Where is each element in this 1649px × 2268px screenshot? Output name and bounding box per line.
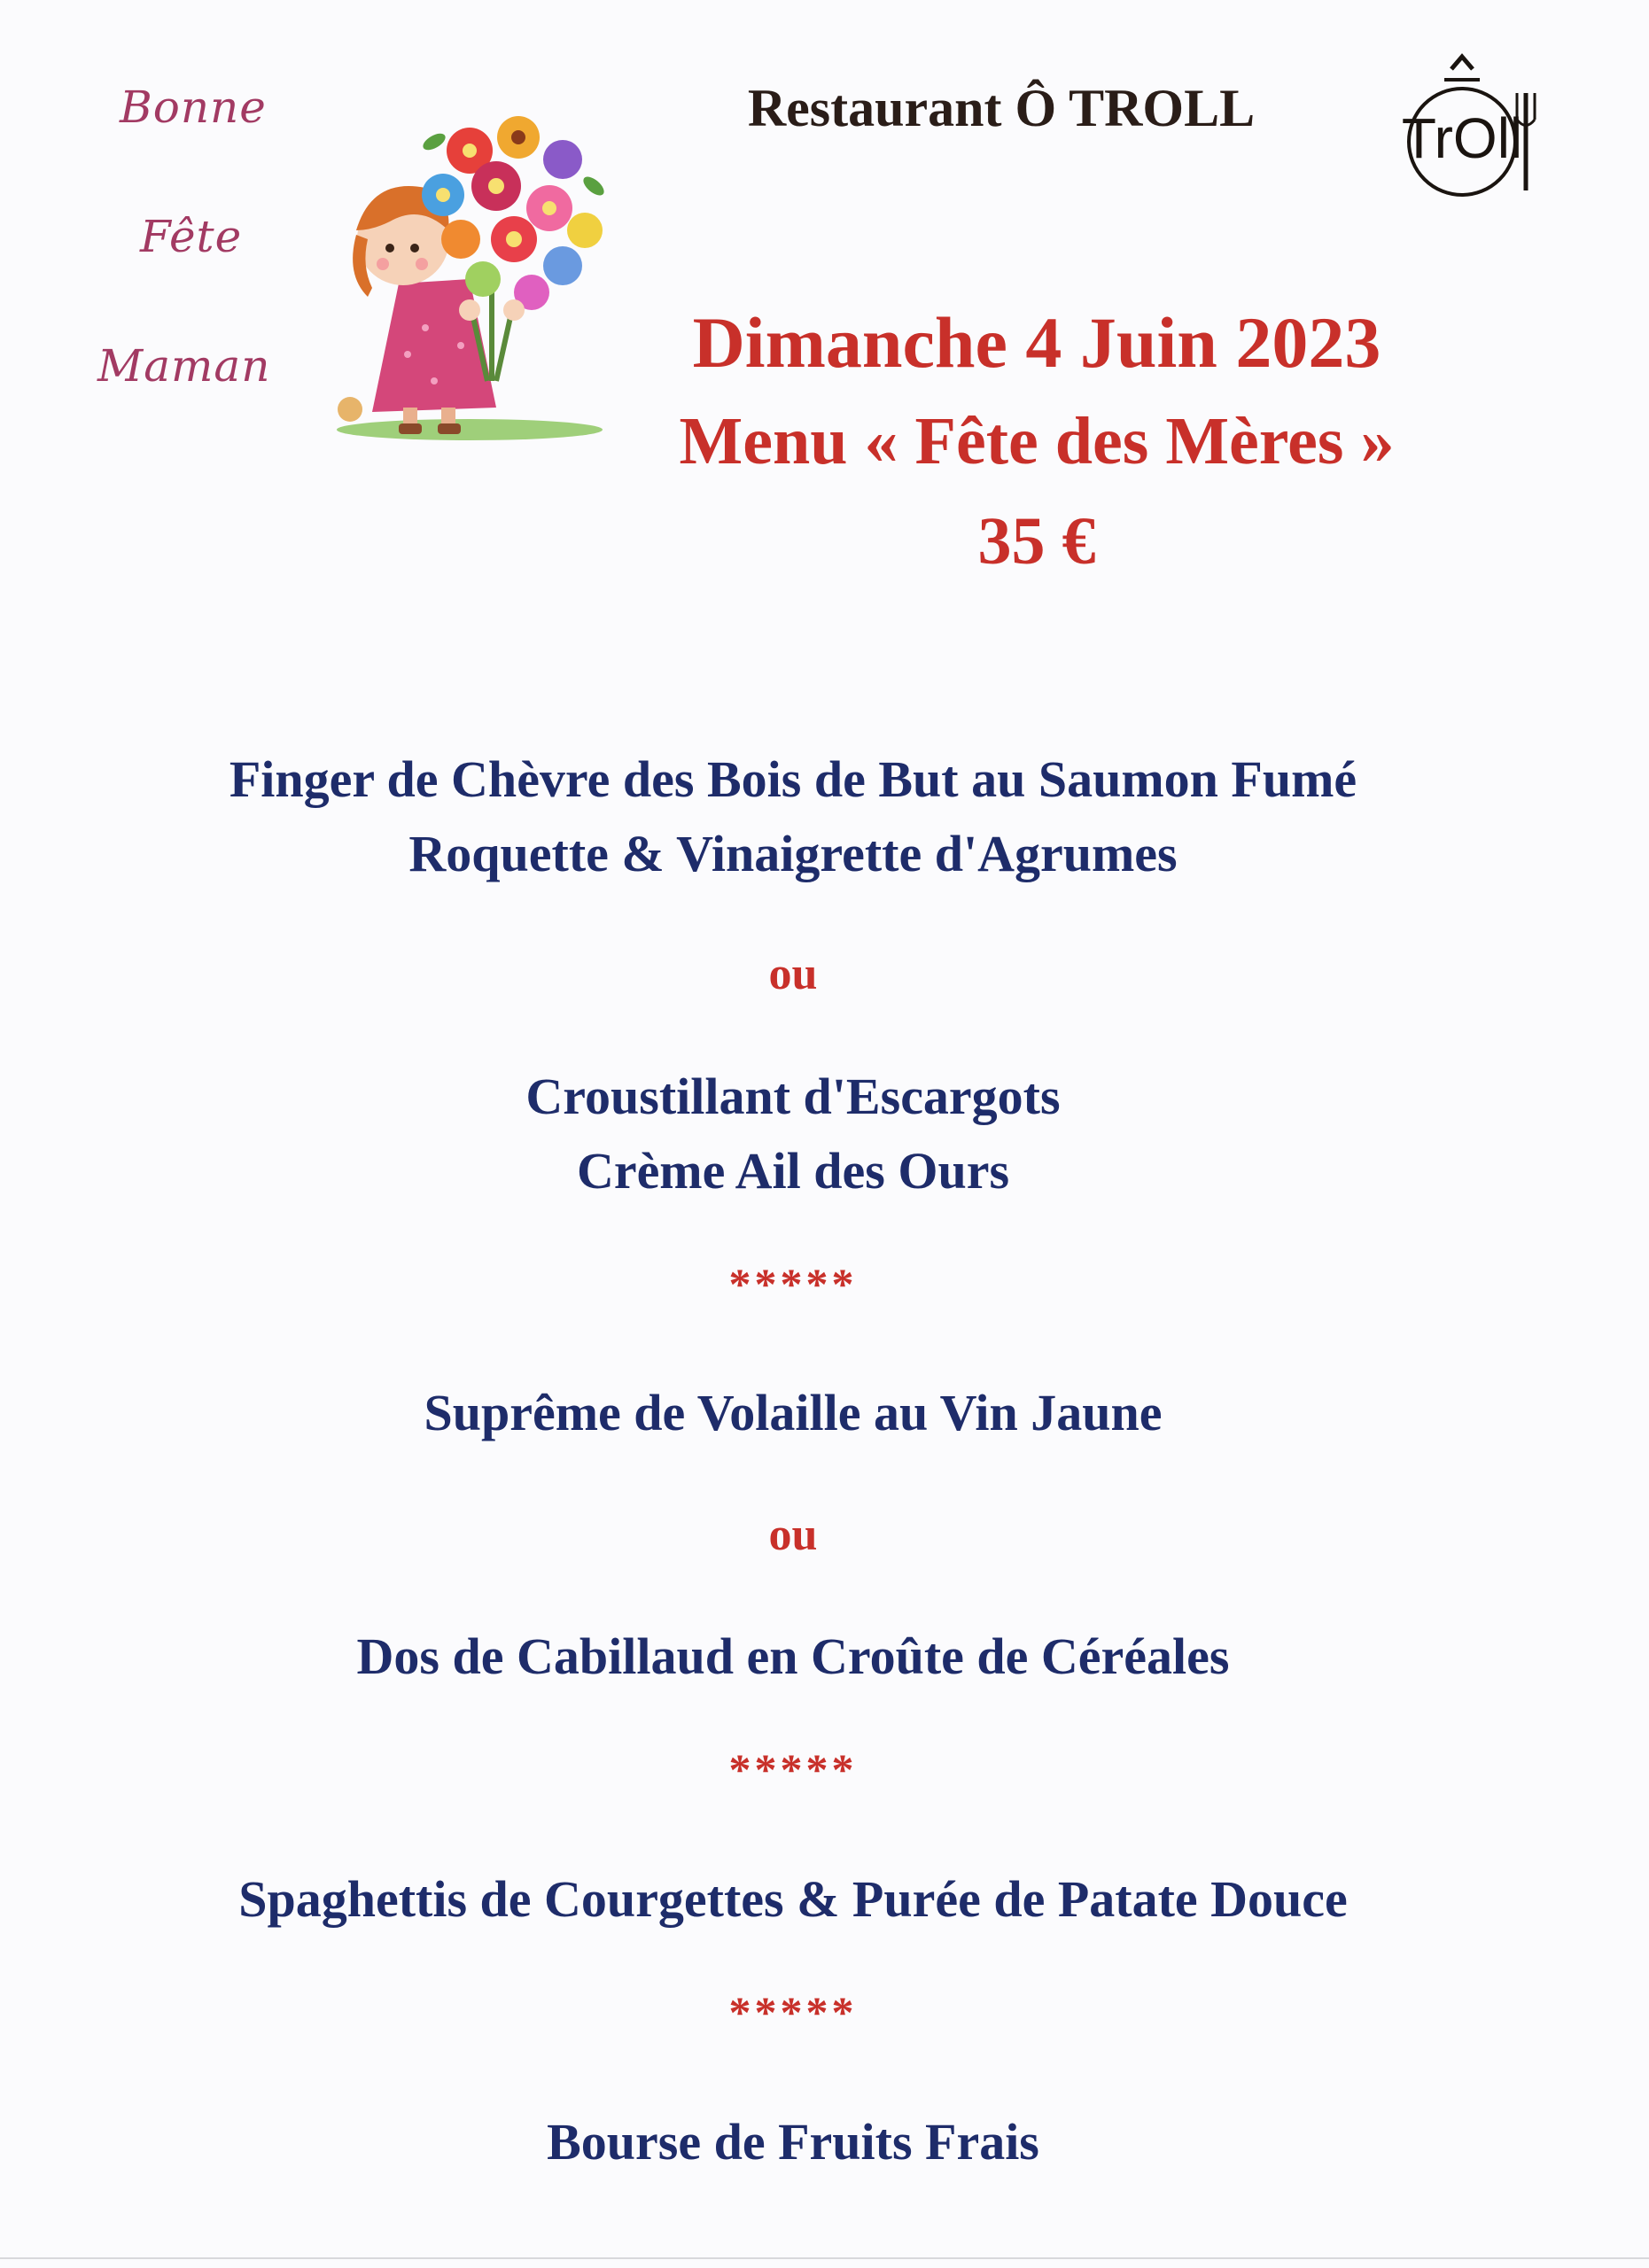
main-option-2: Dos de Cabillaud en Croûte de Céréales: [356, 1627, 1230, 1685]
starter-option-2-line-1: Croustillant d'Escargots: [525, 1068, 1061, 1125]
grass-shape: [337, 419, 603, 440]
restaurant-name: Restaurant Ô TROLL: [747, 79, 1256, 137]
greeting-line-3: Maman: [97, 340, 271, 392]
menu-title: Menu « Fête des Mères »: [679, 404, 1395, 478]
or-separator-1: ou: [768, 949, 818, 999]
menu-price: 35 €: [977, 504, 1096, 579]
restaurant-logo: [1382, 44, 1551, 199]
main-option-1: Suprême de Volaille au Vin Jaune: [424, 1384, 1163, 1441]
or-separator-2: ou: [768, 1510, 818, 1560]
starter-option-1-line-2: Roquette & Vinaigrette d'Agrumes: [408, 825, 1178, 882]
dessert: Bourse de Fruits Frais: [547, 2113, 1039, 2171]
event-date: Dimanche 4 Juin 2023: [692, 302, 1381, 383]
starter-option-2-line-2: Crème Ail des Ours: [576, 1142, 1010, 1200]
starter-option-1-line-1: Finger de Chèvre des Bois de But au Saumon Fumé: [229, 750, 1357, 808]
course-separator-1: *****: [728, 1259, 858, 1309]
girl-with-flowers-illustration: [337, 89, 620, 443]
greeting-line-2: Fête: [140, 211, 243, 262]
cat-shape: [338, 397, 362, 422]
side-dish: Spaghettis de Courgettes & Purée de Patate Douce: [238, 1870, 1348, 1928]
greeting-line-1: Bonne: [120, 82, 267, 133]
course-separator-3: *****: [728, 1987, 858, 2037]
course-separator-2: *****: [728, 1744, 858, 1794]
circumflex-mark: [1451, 57, 1473, 69]
logo-text: TrOll: [1401, 106, 1523, 170]
page-edge-line: [0, 2257, 1649, 2259]
